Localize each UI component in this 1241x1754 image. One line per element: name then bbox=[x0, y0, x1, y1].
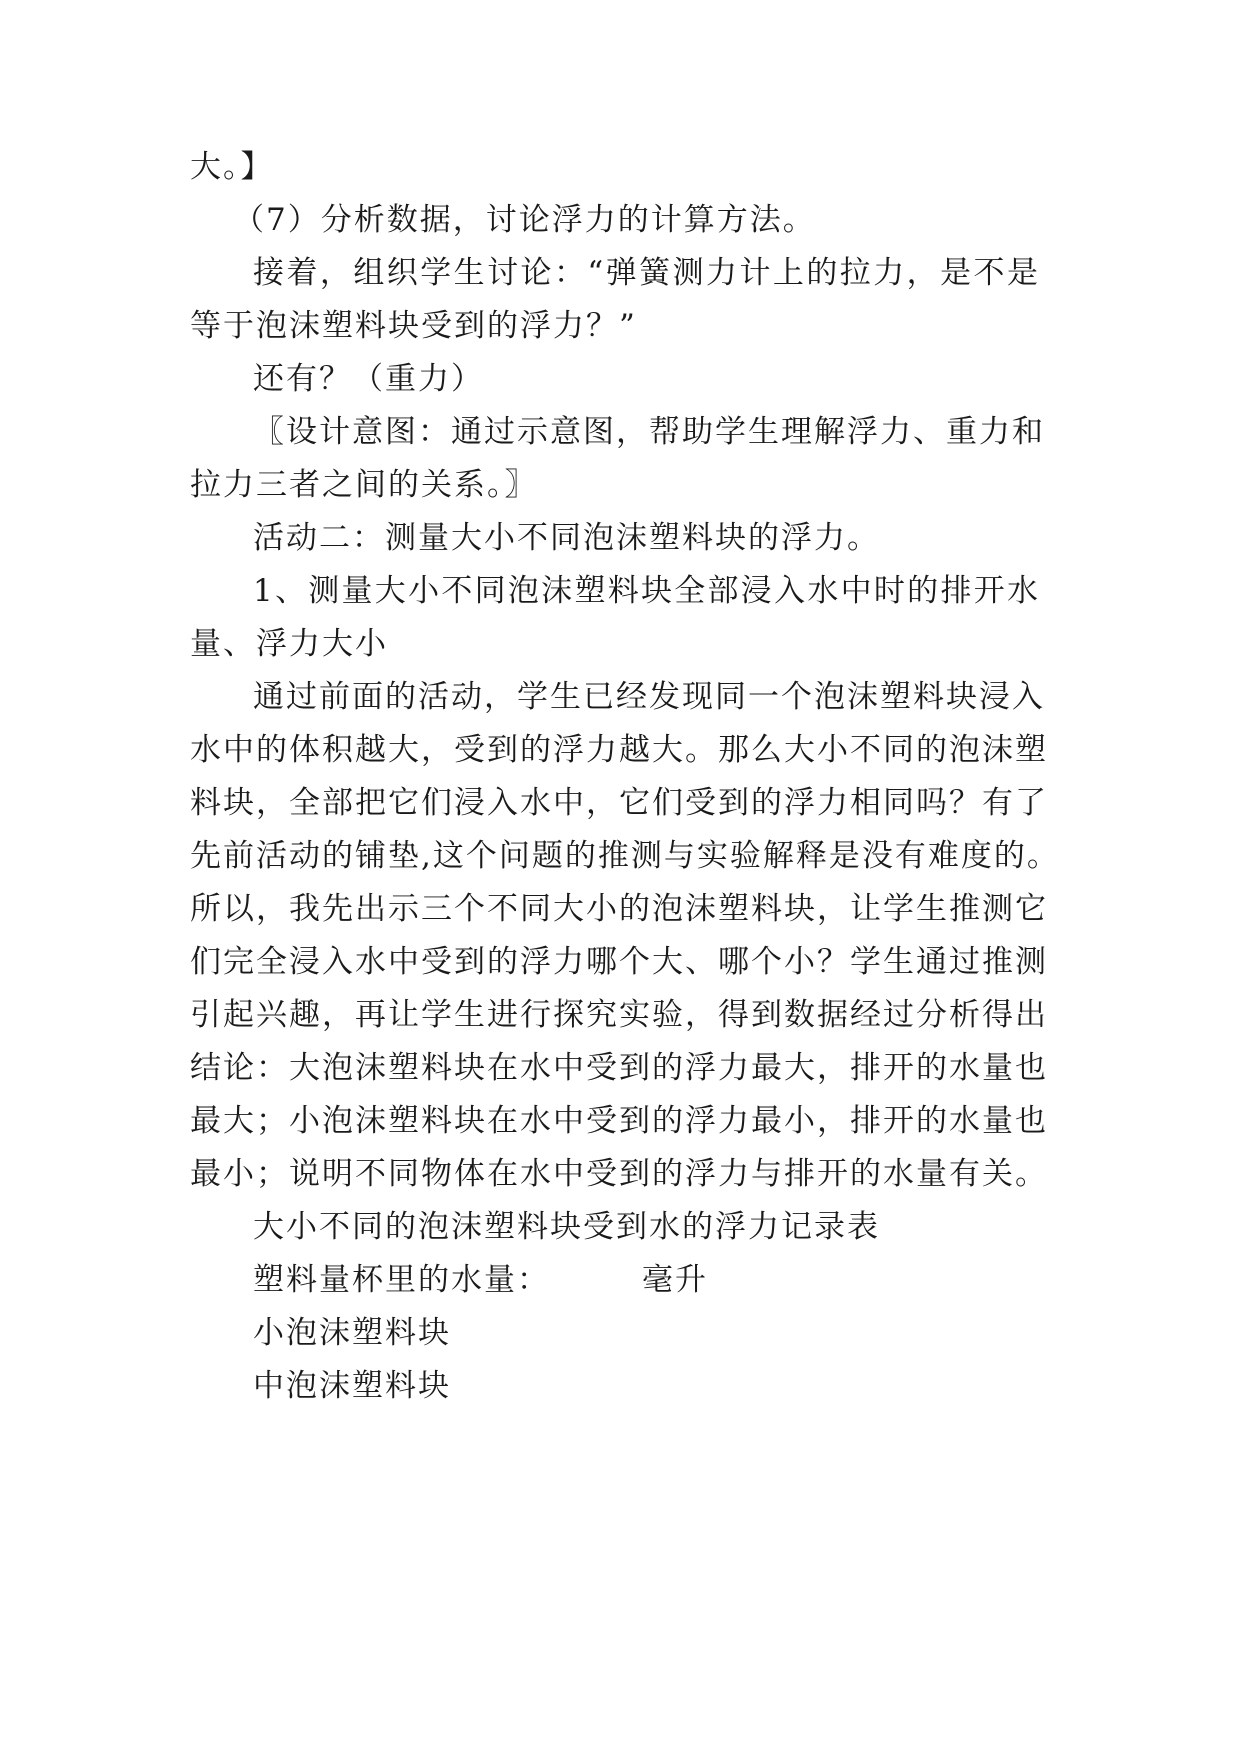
text-line: 最大；小泡沫塑料块在水中受到的浮力最小，排开的水量也 bbox=[190, 1103, 1048, 1139]
text-line: 拉力三者之间的关系。〗 bbox=[190, 467, 538, 503]
text-line: 先前活动的铺垫,这个问题的推测与实验解释是没有难度的。 bbox=[190, 838, 1060, 874]
text-line: 接着，组织学生讨论：“弹簧测力计上的拉力，是不是 bbox=[253, 255, 1040, 291]
text-line: 引起兴趣，再让学生进行探究实验，得到数据经过分析得出 bbox=[190, 997, 1048, 1033]
text-line: 所以，我先出示三个不同大小的泡沫塑料块，让学生推测它 bbox=[190, 891, 1048, 927]
text-line: 活动二：测量大小不同泡沫塑料块的浮力。 bbox=[253, 520, 880, 556]
row-small-block: 小泡沫塑料块 bbox=[253, 1315, 451, 1351]
table-title: 大小不同的泡沫塑料块受到水的浮力记录表 bbox=[253, 1209, 880, 1245]
water-amount-label: 塑料量杯里的水量： bbox=[253, 1262, 550, 1298]
text-line: 〖设计意图：通过示意图，帮助学生理解浮力、重力和 bbox=[253, 414, 1045, 450]
text-line: 通过前面的活动，学生已经发现同一个泡沫塑料块浸入 bbox=[253, 679, 1045, 715]
text-line: 量、浮力大小 bbox=[190, 626, 388, 662]
text-line: 料块，全部把它们浸入水中，它们受到的浮力相同吗？有了 bbox=[190, 785, 1048, 821]
row-medium-block: 中泡沫塑料块 bbox=[253, 1368, 451, 1404]
text-line: 结论：大泡沫塑料块在水中受到的浮力最大，排开的水量也 bbox=[190, 1050, 1048, 1086]
text-line: 最小；说明不同物体在水中受到的浮力与排开的水量有关。 bbox=[190, 1156, 1048, 1192]
text-line: 还有？（重力） bbox=[253, 361, 484, 397]
text-line: 水中的体积越大，受到的浮力越大。那么大小不同的泡沫塑 bbox=[190, 732, 1048, 768]
text-line: 等于泡沫塑料块受到的浮力？” bbox=[190, 308, 637, 344]
text-line: 大。】 bbox=[190, 149, 274, 185]
water-amount-row bbox=[253, 1260, 1053, 1300]
text-line: 们完全浸入水中受到的浮力哪个大、哪个小？学生通过推测 bbox=[190, 944, 1048, 980]
text-line: 1、测量大小不同泡沫塑料块全部浸入水中时的排开水 bbox=[253, 573, 1040, 609]
water-amount-unit: 毫升 bbox=[642, 1262, 708, 1298]
text-line: （7）分析数据，讨论浮力的计算方法。 bbox=[233, 202, 816, 238]
